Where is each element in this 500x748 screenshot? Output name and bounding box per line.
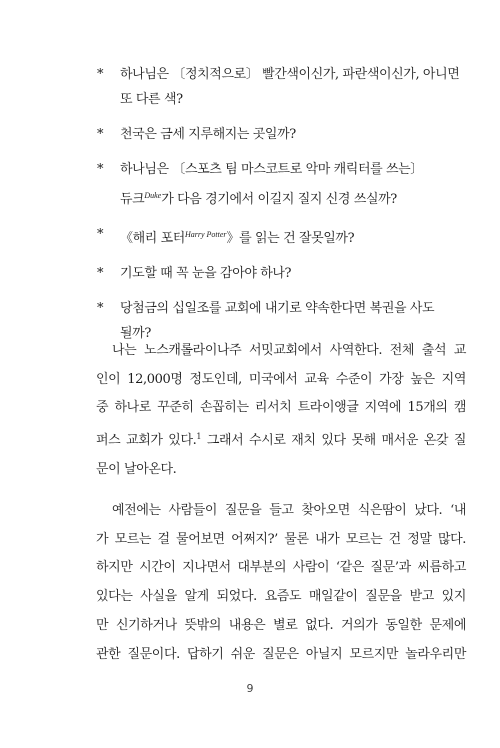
question-list — [97, 62, 467, 356]
list-item-line: 기도할 때 꼭 눈을 감아야 하나? — [120, 265, 292, 281]
body-text — [96, 337, 466, 682]
bullet-star: * — [97, 226, 104, 242]
paragraph-text: 그래서 수시로 재치 있다 못해 매서운 온갖 질 — [201, 433, 466, 449]
paragraph-line: 만 신기하거나 뜻밖의 내용은 별로 없다. 거의가 동일한 문제에 — [96, 617, 466, 633]
footnote-marker: 1 — [196, 432, 202, 442]
list-item — [97, 122, 467, 147]
list-item-text: 》를 읽는 건 잘못일까? — [226, 230, 355, 246]
paragraph-line: 문이 날아온다. — [96, 461, 177, 477]
paragraph-line: 가 모르는 걸 물어보면 어쩌지?’ 물론 내가 모르는 건 정말 많다. — [96, 531, 466, 547]
bullet-star: * — [97, 265, 104, 281]
paragraph-line: 있다는 사실을 알게 되었다. 요즘도 매일같이 질문을 받고 있지 — [96, 589, 466, 605]
bullet-star: * — [97, 162, 104, 178]
english-gloss: Duke — [144, 190, 162, 200]
list-item-line: 또 다른 색? — [120, 92, 183, 108]
english-gloss: Harry Potter — [184, 229, 227, 239]
paragraph-line: 인이 12,000명 정도인데, 미국에서 교육 수준이 가장 높은 지역 — [96, 371, 466, 387]
paragraph — [96, 497, 466, 669]
bullet-star: * — [97, 300, 104, 316]
paragraph — [96, 337, 466, 485]
list-item-line — [120, 222, 467, 251]
list-item — [97, 62, 467, 113]
list-item-line: 하나님은 〔스포츠 팀 마스코트로 악마 캐릭터를 쓰는〕 — [120, 162, 423, 178]
paragraph-line: 하지만 시간이 지나면서 대부분의 사람이 ‘같은 질문’과 씨름하고 — [96, 560, 466, 576]
paragraph-line: 중 하나로 꾸준히 손꼽히는 리서치 트라이앵글 지역에 15개의 캠 — [96, 400, 466, 416]
list-item-text: 듀크 — [120, 191, 145, 207]
list-item-line: 천국은 금세 지루해지는 곳일까? — [120, 127, 296, 143]
list-item — [97, 261, 467, 286]
list-item-line: 될까? — [120, 326, 151, 342]
paragraph-line — [96, 423, 466, 456]
paragraph-line: 예전에는 사람들이 질문을 들고 찾아오면 식은땀이 났다. ‘내 — [112, 503, 466, 519]
list-item-line: 하나님은 〔정치적으로〕 빨간색이신가, 파란색이신가, 아니면 — [120, 67, 460, 82]
paragraph-line: 나는 노스캐롤라이나주 서밋교회에서 사역한다. 전체 출석 교 — [112, 343, 466, 358]
paragraph-text: 퍼스 교회가 있다. — [96, 433, 197, 449]
paragraph-line: 관한 질문이다. 답하기 쉬운 질문은 아닐지 모르지만 놀라우리만 — [96, 646, 466, 662]
list-item — [97, 222, 467, 251]
list-item-line: 당첨금의 십일조를 교회에 내기로 약속한다면 복권을 사도 — [120, 300, 435, 316]
list-item — [97, 157, 467, 212]
list-item-text: 가 다음 경기에서 이길지 질지 신경 쓰실까? — [161, 191, 397, 207]
bullet-star: * — [97, 67, 104, 82]
bullet-star: * — [97, 127, 104, 143]
page-number: 9 — [246, 682, 254, 695]
list-item-text: 《해리 포터 — [120, 230, 185, 246]
list-item-line — [120, 183, 467, 212]
